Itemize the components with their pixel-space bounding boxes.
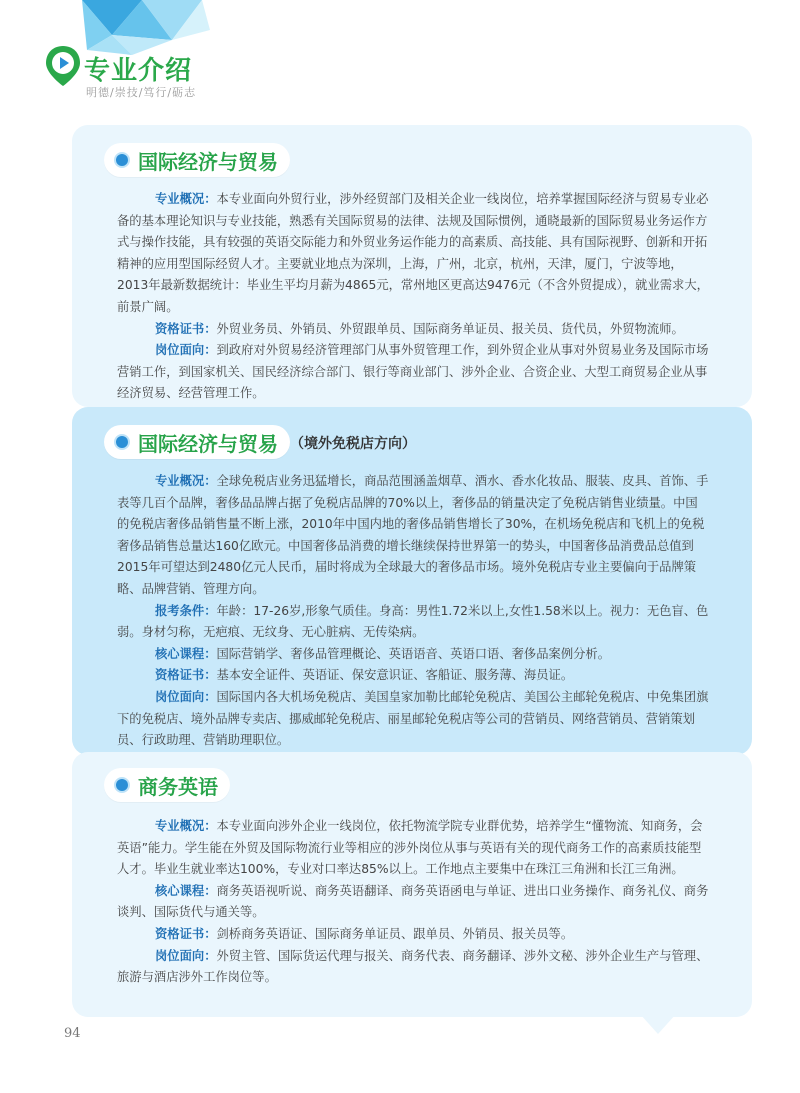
section-card-duty-free (72, 407, 752, 755)
page-title: 专业介绍 (84, 56, 193, 86)
bullet-dot-icon (116, 779, 128, 791)
paragraph-text: 本专业面向涉外企业一线岗位，依托物流学院专业群优势，培养学生“懂物流、知商务，会英语”能力。学生能在外贸及国际物流行业等相应的涉外岗位从事与英语有关的现代商务工作的高素质技能型人才。毕业生就业率达100%，专业对口率达85%以上。工作地点主要集中在珠江三角洲和长江三角洲。 (117, 819, 703, 877)
paragraph-overview (117, 189, 709, 319)
geometric-banner-graphic (82, 0, 212, 55)
paragraph-label: 报考条件： (155, 603, 217, 618)
paragraph-label: 核心课程： (155, 646, 217, 661)
page-motto: 明德/崇技/笃行/砺志 (86, 86, 197, 99)
paragraph-label: 资格证书： (155, 321, 217, 336)
paragraph-text: 剑桥商务英语证、国际商务单证员、跟单员、外销员、报关员等。 (216, 926, 574, 941)
paragraph-label: 资格证书： (155, 668, 217, 683)
section-body (117, 471, 709, 752)
paragraph-text: 国际国内各大机场免税店、美国皇家加勒比邮轮免税店、美国公主邮轮免税店、中免集团旗下的免税店、境外品牌专卖店、挪威邮轮免税店、丽星邮轮免税店等公司的营销员、网络营销员、营销策划员、行政助理、营销助理职位。 (117, 689, 709, 748)
page-header (0, 0, 300, 110)
section-body (117, 816, 709, 989)
section-card-international-trade (72, 125, 752, 407)
paragraph-text: 本专业面向外贸行业，涉外经贸部门及相关企业一线岗位，培养掌握国际经济与贸易专业必备的基本理论知识与专业技能，熟悉有关国际贸易的法律、法规及国际惯例，通晓最新的国际贸易业务运作方式与操作技能，具有较强的英语交际能力和外贸业务运作能力的高素质、高技能、具有国际视野、创新和开拓精神的应用型国际经贸人才。主要就业地点为深圳，上海，广州，北京，杭州，天津，厦门，宁波等地，2013年最新数据统计：毕业生平均月薪为4865元，常州地区更高达9476元（不含外贸提成），就业需求大，前景广阔。 (117, 192, 709, 314)
section-title: 国际经济与贸易 (138, 431, 278, 456)
paragraph-text: 基本安全证件、英语证、保安意识证、客船证、服务薄、海员证。 (216, 668, 574, 683)
bullet-dot-icon (116, 436, 128, 448)
card-pointer (640, 1014, 676, 1034)
paragraph-positions (117, 687, 709, 752)
paragraph-positions (117, 340, 709, 405)
section-body (117, 189, 709, 405)
paragraph-label: 核心课程： (155, 883, 217, 898)
paragraph-text: 年龄：17-26岁,形象气质佳。身高：男性1.72米以上,女性1.58米以上。视力：无色盲、色弱。身材匀称，无疤痕、无纹身、无心脏病、无传染病。 (117, 603, 709, 640)
section-heading (104, 425, 290, 459)
paragraph-certificates (117, 665, 709, 687)
paragraph-label: 专业概况： (155, 819, 217, 833)
page-number: 94 (64, 1026, 81, 1041)
paragraph-label: 专业概况： (155, 192, 217, 206)
bullet-dot-icon (116, 154, 128, 166)
paragraph-text: 外贸业务员、外销员、外贸跟单员、国际商务单证员、报关员、货代员，外贸物流师。 (216, 321, 684, 336)
paragraph-label: 岗位面向： (155, 948, 217, 963)
paragraph-label: 岗位面向： (155, 343, 217, 358)
paragraph-text: 国际营销学、奢侈品管理概论、英语语音、英语口语、奢侈品案例分析。 (216, 646, 611, 661)
location-pin-play-icon (44, 44, 82, 88)
paragraph-label: 资格证书： (155, 926, 217, 941)
paragraph-text: 商务英语视听说、商务英语翻译、商务英语函电与单证、进出口业务操作、商务礼仪、商务谈判、国际货代与通关等。 (117, 883, 709, 920)
section-heading (104, 143, 290, 177)
paragraph-overview (117, 816, 709, 881)
paragraph-certificates (117, 924, 709, 946)
section-heading (104, 768, 230, 802)
section-title: 国际经济与贸易 (138, 149, 278, 174)
section-subtitle: （境外免税店方向） (290, 436, 416, 452)
paragraph-requirements (117, 601, 709, 644)
paragraph-label: 专业概况： (155, 474, 217, 488)
paragraph-label: 岗位面向： (155, 689, 217, 704)
paragraph-text: 到政府对外贸易经济管理部门从事外贸管理工作，到外贸企业从事对外贸易业务及国际市场营销工作，到国家机关、国民经济综合部门、银行等商业部门、涉外企业、合资企业、大型工商贸易企业从事经济贸易、经营管理工作。 (117, 343, 709, 401)
paragraph-overview (117, 471, 709, 601)
section-card-business-english (72, 752, 752, 1017)
paragraph-core-courses (117, 644, 709, 666)
paragraph-core-courses (117, 881, 709, 924)
paragraph-positions (117, 946, 709, 989)
section-title: 商务英语 (138, 774, 218, 799)
paragraph-text: 外贸主管、国际货运代理与报关、商务代表、商务翻译、涉外文秘、涉外企业生产与管理、旅游与酒店涉外工作岗位等。 (117, 948, 709, 985)
paragraph-certificates (117, 319, 709, 341)
paragraph-text: 全球免税店业务迅猛增长，商品范围涵盖烟草、酒水、香水化妆品、服装、皮具、首饰、手表等几百个品牌，奢侈品品牌占据了免税店品牌的70%以上，奢侈品的销量决定了免税店销售业绩量。中国的免税店奢侈品销售量不断上涨，2010年中国内地的奢侈品销售增长了30%，在机场免税店和飞机上的免税奢侈品销售总量达160亿欧元。中国奢侈品消费的增长继续保持世界第一的势头，中国奢侈品消费品总值到2015年可望达到2480亿元人民币，届时将成为全球最大的奢侈品市场。境外免税店专业主要偏向于品牌策略、品牌营销、管理方向。 (117, 474, 709, 596)
